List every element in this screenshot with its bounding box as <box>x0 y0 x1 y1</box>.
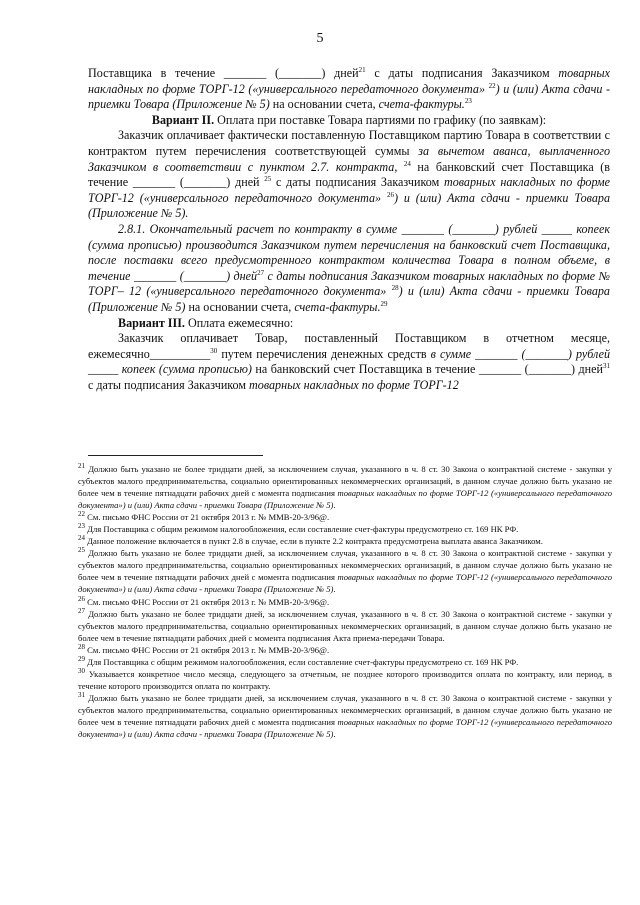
payment-paragraph-2: Заказчик оплачивает фактически поставленную Поставщиком партию Товара в соответствии с контрактом путем перечисления соответствующей суммы за вычетом аванса, выплаченного Заказчиком в соответствии с пунктом 2.7. контракта, $^{24}$ на банковский счет Поставщика (в течение _______ (_______) дней $^{25}$ с даты подписания Заказчиком товарных накладных по форме ТОРГ-12 («универсального передаточного документа» $^{26}$) и (или) Акта сдачи - приемки Товара (Приложение № 5). <box>88 128 610 221</box>
footnote-31: $^{31}$ Должно быть указано не более тридцати дней, за исключением случая, указанного в ч. 8 ст. 30 Закона о контрактной системе - закупки у субъектов малого предпринимательства, социально ориентированных некоммерческих организаций, в данном случае должно быть указано не более чем в течение пятнадцати рабочих дней с момента подписания товарных накладных по форме ТОРГ-12 («универсального передаточного документа») и (или) Акта сдачи - приемки Товара (Приложение № 5). <box>78 691 612 740</box>
payment-paragraph-1: Поставщика в течение _______ (_______) дней$^{21}$ с даты подписания Заказчиком товарных накладных по форме ТОРГ-12 («универсального передаточного документа» $^{22}$) и (или) Акта сдачи - приемки Товара (Приложение № 5) на основании счета, счета-фактуры.$^{23}$ <box>88 65 610 112</box>
page-number: 5 <box>316 31 324 46</box>
footnote-26: $^{26}$ См. письмо ФНС России от 21 октября 2013 г. № ММВ-20-3/96@. <box>78 594 330 607</box>
variant-2-heading: Вариант II. Оплата при поставке Товара партиями по графику (по заявкам): <box>151 112 547 127</box>
variant-3-heading: Вариант III. Оплата ежемесячно: <box>118 315 294 330</box>
clause-2-8-1: 2.8.1. Окончательный расчет по контракту в сумме _______ (_______) рублей _____ копеек (сумма прописью) производится Заказчиком путем перечисления на банковский счет Поставщика, после поставки всего предусмотренного контрактом количества Товара в полном объеме, в течение _______ (_______) дней$^{27}$ с даты подписания Заказчиком товарных накладных по форме № ТОРГ– 12 («универсального передаточного документа» $^{28}$) и (или) Акта сдачи - приемки Товара (Приложение № 5) на основании счета, счета-фактуры.$^{29}$ <box>88 221 610 314</box>
footnotes <box>78 463 612 740</box>
payment-paragraph-3: Заказчик оплачивает Товар, поставленный Поставщиком в отчетном месяце, ежемесячно__________$^{30}$ путем перечисления денежных средств в сумме _______ (_______) рублей _____ копеек (сумма прописью) на банковский счет Поставщика в течение _______ (_______) дней$^{31}$ с даты подписания Заказчиком товарных накладных по форме ТОРГ-12 <box>88 331 610 392</box>
footnote-separator <box>88 455 263 456</box>
footnote-23: $^{23}$ Для Поставщика с общим режимом налогообложения, если составление счет-фактуры предусмотрено ст. 169 НК РФ. <box>78 522 519 535</box>
footnote-25: $^{25}$ Должно быть указано не более тридцати дней, за исключением случая, указанного в ч. 8 ст. 30 Закона о контрактной системе - закупки у субъектов малого предпринимательства, социально ориентированных некоммерческих организаций, в данном случае должно быть указано не более чем в течение пятнадцати рабочих дней с момента подписания товарных накладных по форме ТОРГ-12 («универсального передаточного документа») и (или) Акта сдачи - приемки Товара (Приложение № 5). <box>78 546 612 595</box>
footnote-21: $^{21}$ Должно быть указано не более тридцати дней, за исключением случая, указанного в ч. 8 ст. 30 Закона о контрактной системе - закупки у субъектов малого предпринимательства, социально ориентированных некоммерческих организаций, в данном случае должно быть указано не более чем в течение пятнадцати рабочих дней с момента подписания товарных накладных по форме ТОРГ-12 («универсального передаточного документа») и (или) Акта сдачи - приемки Товара (Приложение № 5). <box>78 462 612 511</box>
footnote-24: $^{24}$ Данное положение включается в пункт 2.8 в случае, если в пункте 2.2 контракта предусмотрена выплата аванса Заказчиком. <box>78 534 543 547</box>
footnote-27: $^{27}$ Должно быть указано не более тридцати дней, за исключением случая, указанного в ч. 8 ст. 30 Закона о контрактной системе - закупки у субъектов малого предпринимательства, социально ориентированных некоммерческих организаций, в данном случае должно быть указано не более чем в течение пятнадцати рабочих дней с момента подписания Акта приема-передачи Товара. <box>78 606 612 643</box>
footnote-30: $^{30}$ Указывается конкретное число месяца, следующего за отчетным, не позднее которого производится оплата по контракту, или период, в течение которого производится оплата по контракту. <box>78 666 612 691</box>
main-text <box>88 66 610 393</box>
footnote-28: $^{28}$ См. письмо ФНС России от 21 октября 2013 г. № ММВ-20-3/96@. <box>78 642 330 655</box>
footnote-29: $^{29}$ Для Поставщика с общим режимом налогообложения, если составление счет-фактуры предусмотрено ст. 169 НК РФ. <box>78 654 519 667</box>
footnote-22: $^{22}$ См. письмо ФНС России от 21 октября 2013 г. № ММВ-20-3/96@. <box>78 510 330 523</box>
